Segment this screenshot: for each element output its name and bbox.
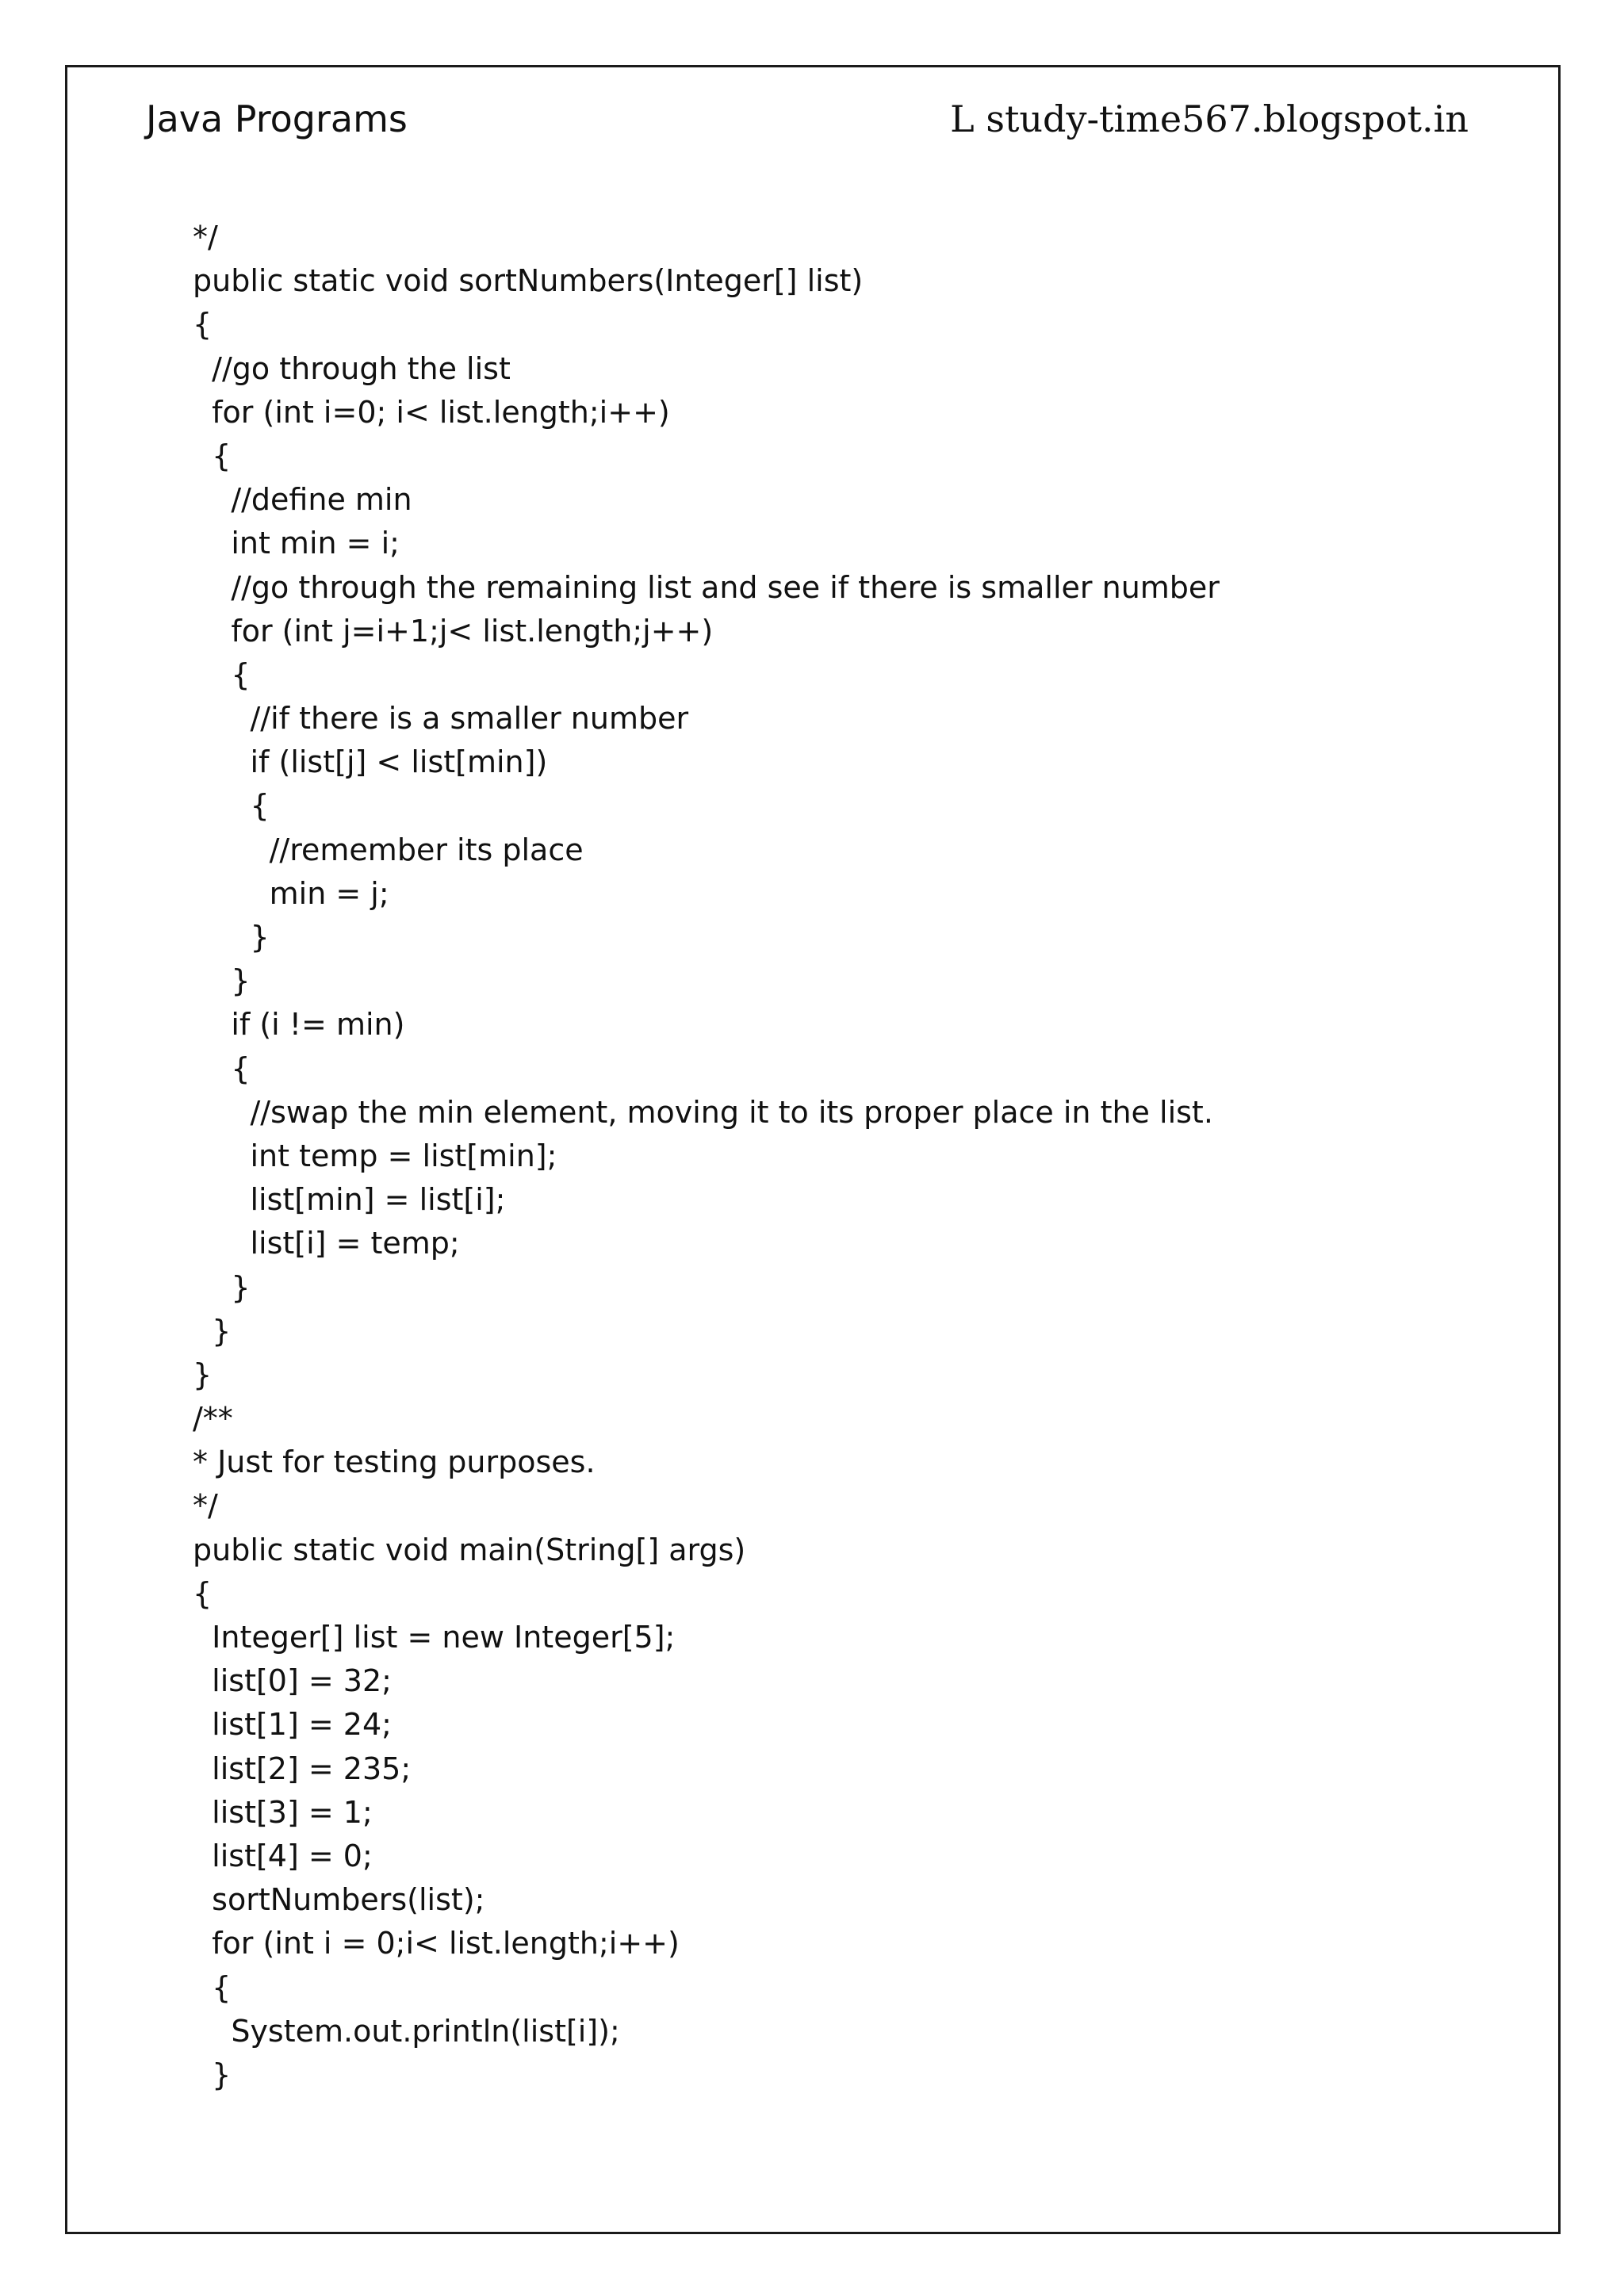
code-line: //if there is a smaller number	[193, 701, 689, 737]
code-line: }	[193, 1357, 213, 1392]
code-line: sortNumbers(list);	[193, 1882, 485, 1918]
code-line: }	[193, 963, 251, 999]
code-line: if (list[j] < list[min])	[193, 744, 548, 780]
code-line: {	[193, 307, 213, 342]
code-line: }	[193, 920, 270, 955]
code-line: System.out.println(list[i]);	[193, 2013, 620, 2049]
code-line: */	[193, 220, 218, 254]
code-line: Integer[] list = new Integer[5];	[193, 1620, 676, 1655]
code-line: //go through the list	[193, 350, 511, 386]
code-line: min = j;	[193, 875, 389, 911]
code-line: list[3] = 1;	[193, 1794, 373, 1830]
code-line: list[1] = 24;	[193, 1707, 392, 1743]
code-line: public static void sortNumbers(Integer[] list)	[193, 263, 864, 299]
header-title: Java Programs	[146, 98, 408, 140]
code-line: {	[193, 1050, 251, 1086]
code-line: //remember its place	[193, 832, 584, 867]
code-line: {	[193, 438, 232, 473]
code-line: list[0] = 32;	[193, 1663, 392, 1699]
code-line: int min = i;	[193, 526, 400, 561]
code-line: }	[193, 1269, 251, 1305]
code-line: list[2] = 235;	[193, 1751, 412, 1786]
code-line: for (int i = 0;i< list.length;i++)	[193, 1926, 680, 1961]
code-line: {	[193, 1969, 232, 2005]
code-line: list[i] = temp;	[193, 1226, 460, 1261]
code-line: */	[193, 1488, 218, 1524]
code-line: * Just for testing purposes.	[193, 1445, 596, 1480]
code-line: {	[193, 788, 270, 824]
code-line: public static void main(String[] args)	[193, 1532, 746, 1567]
code-line: {	[193, 656, 251, 692]
code-listing	[193, 216, 1493, 2097]
code-line: //define min	[193, 482, 412, 518]
code-line: int temp = list[min];	[193, 1138, 557, 1173]
code-line: list[min] = list[i];	[193, 1182, 506, 1218]
code-line: for (int j=i+1;j< list.length;j++)	[193, 613, 714, 649]
header-site-url: L study-time567.blogspot.in	[950, 98, 1469, 140]
code-line: //swap the min element, moving it to its proper place in the list.	[193, 1094, 1213, 1130]
code-line: {	[193, 1575, 213, 1611]
code-line: if (i != min)	[193, 1007, 405, 1043]
code-line: /**	[193, 1401, 233, 1437]
code-line: list[4] = 0;	[193, 1838, 373, 1873]
code-line: //go through the remaining list and see if there is smaller number	[193, 569, 1220, 605]
code-line: }	[193, 2057, 232, 2092]
code-line: }	[193, 1313, 232, 1349]
code-line: for (int i=0; i< list.length;i++)	[193, 394, 670, 430]
